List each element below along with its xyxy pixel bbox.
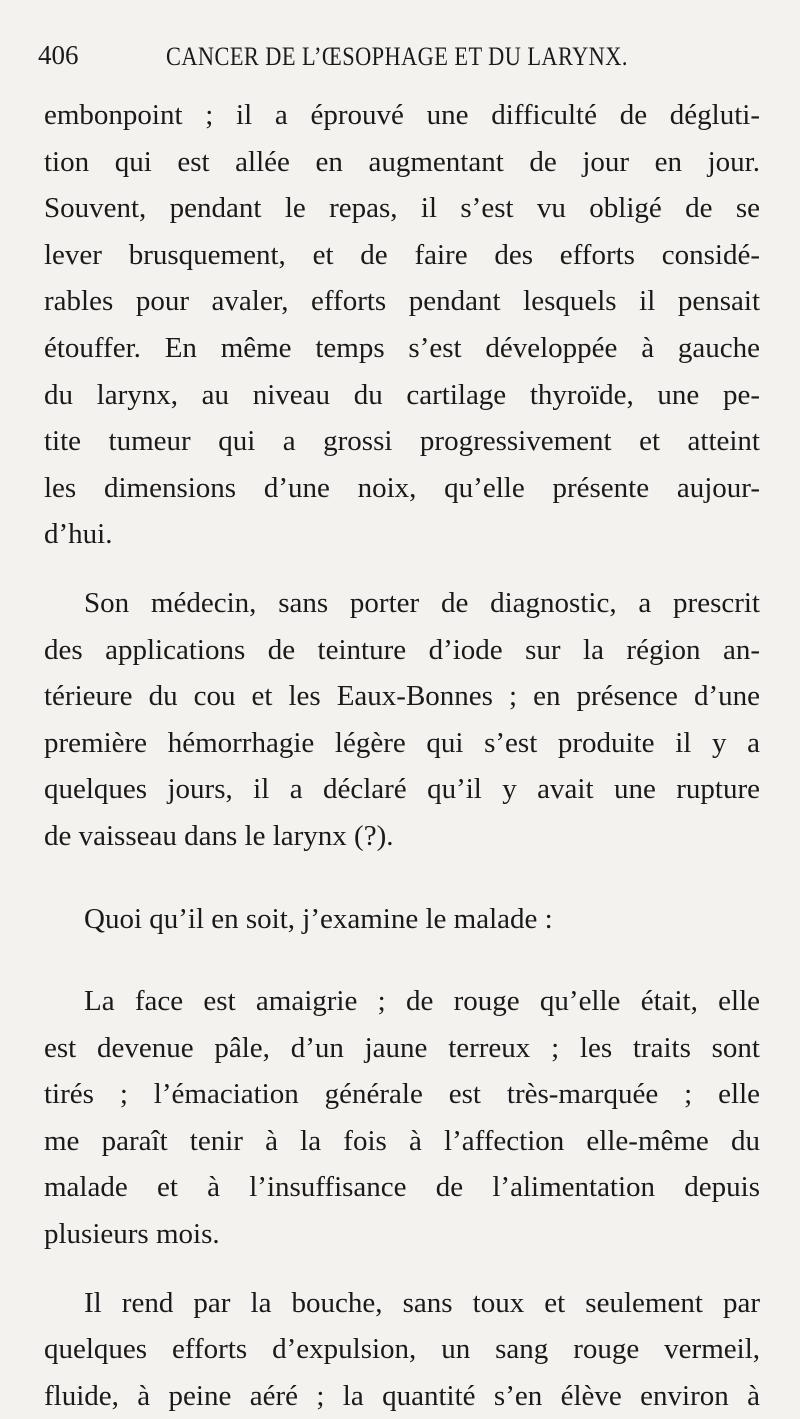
text-line: tite tumeur qui a grossi progressivement et atteint — [44, 425, 760, 458]
text-line: La face est amaigrie ; de rouge qu’elle était, elle — [84, 985, 760, 1018]
text-line: térieure du cou et les Eaux-Bonnes ; en présence d’une — [44, 680, 760, 713]
text-line: d’hui. — [44, 518, 113, 551]
text-line: malade et à l’insuffisance de l’alimentation depuis — [44, 1171, 760, 1204]
text-line: étouffer. En même temps s’est développée à gauche — [44, 331, 760, 364]
paragraph-3 — [44, 896, 760, 943]
running-title: CANCER DE L’ŒSOPHAGE ET DU LARYNX. — [166, 42, 628, 71]
text-line: lever brusquement, et de faire des efforts considé- — [44, 238, 760, 271]
page-header — [38, 40, 758, 80]
body-text — [44, 92, 760, 1419]
text-line: quelques efforts d’expulsion, un sang rouge vermeil, — [44, 1333, 760, 1366]
text-line: tion qui est allée en augmentant de jour en jour. — [44, 145, 760, 178]
paragraph-1 — [44, 92, 760, 558]
text-line: embonpoint ; il a éprouvé une difficulté de dégluti- — [44, 99, 760, 131]
text-line: première hémorrhagie légère qui s’est produite il y a — [44, 726, 760, 759]
text-line: de vaisseau dans le larynx (?). — [44, 819, 394, 852]
text-line: quelques jours, il a déclaré qu’il y avait une rupture — [44, 773, 760, 806]
text-line: Il rend par la bouche, sans toux et seulement par — [84, 1286, 760, 1319]
text-line: fluide, à peine aéré ; la quantité s’en élève environ à — [44, 1379, 760, 1412]
text-line: plusieurs mois. — [44, 1218, 220, 1251]
text-line: Son médecin, sans porter de diagnostic, a prescrit — [84, 586, 760, 619]
text-line: du larynx, au niveau du cartilage thyroïde, une pe- — [44, 378, 760, 411]
paragraph-2 — [44, 580, 760, 860]
text-line: tirés ; l’émaciation générale est très-marquée ; elle — [44, 1078, 760, 1111]
text-line: rables pour avaler, efforts pendant lesquels il pensait — [44, 285, 760, 318]
text-line: les dimensions d’une noix, qu’elle présente aujour- — [44, 471, 760, 504]
page-number: 406 — [38, 40, 79, 70]
paragraph-4 — [44, 978, 760, 1258]
paragraph-5 — [44, 1280, 760, 1419]
text-line: Quoi qu’il en soit, j’examine le malade : — [84, 902, 553, 935]
text-line: des applications de teinture d’iode sur la région an- — [44, 633, 760, 666]
text-line: Souvent, pendant le repas, il s’est vu obligé de se — [44, 192, 760, 225]
text-line: est devenue pâle, d’un jaune terreux ; les traits sont — [44, 1031, 760, 1064]
text-line: me paraît tenir à la fois à l’affection elle-même du — [44, 1124, 760, 1157]
